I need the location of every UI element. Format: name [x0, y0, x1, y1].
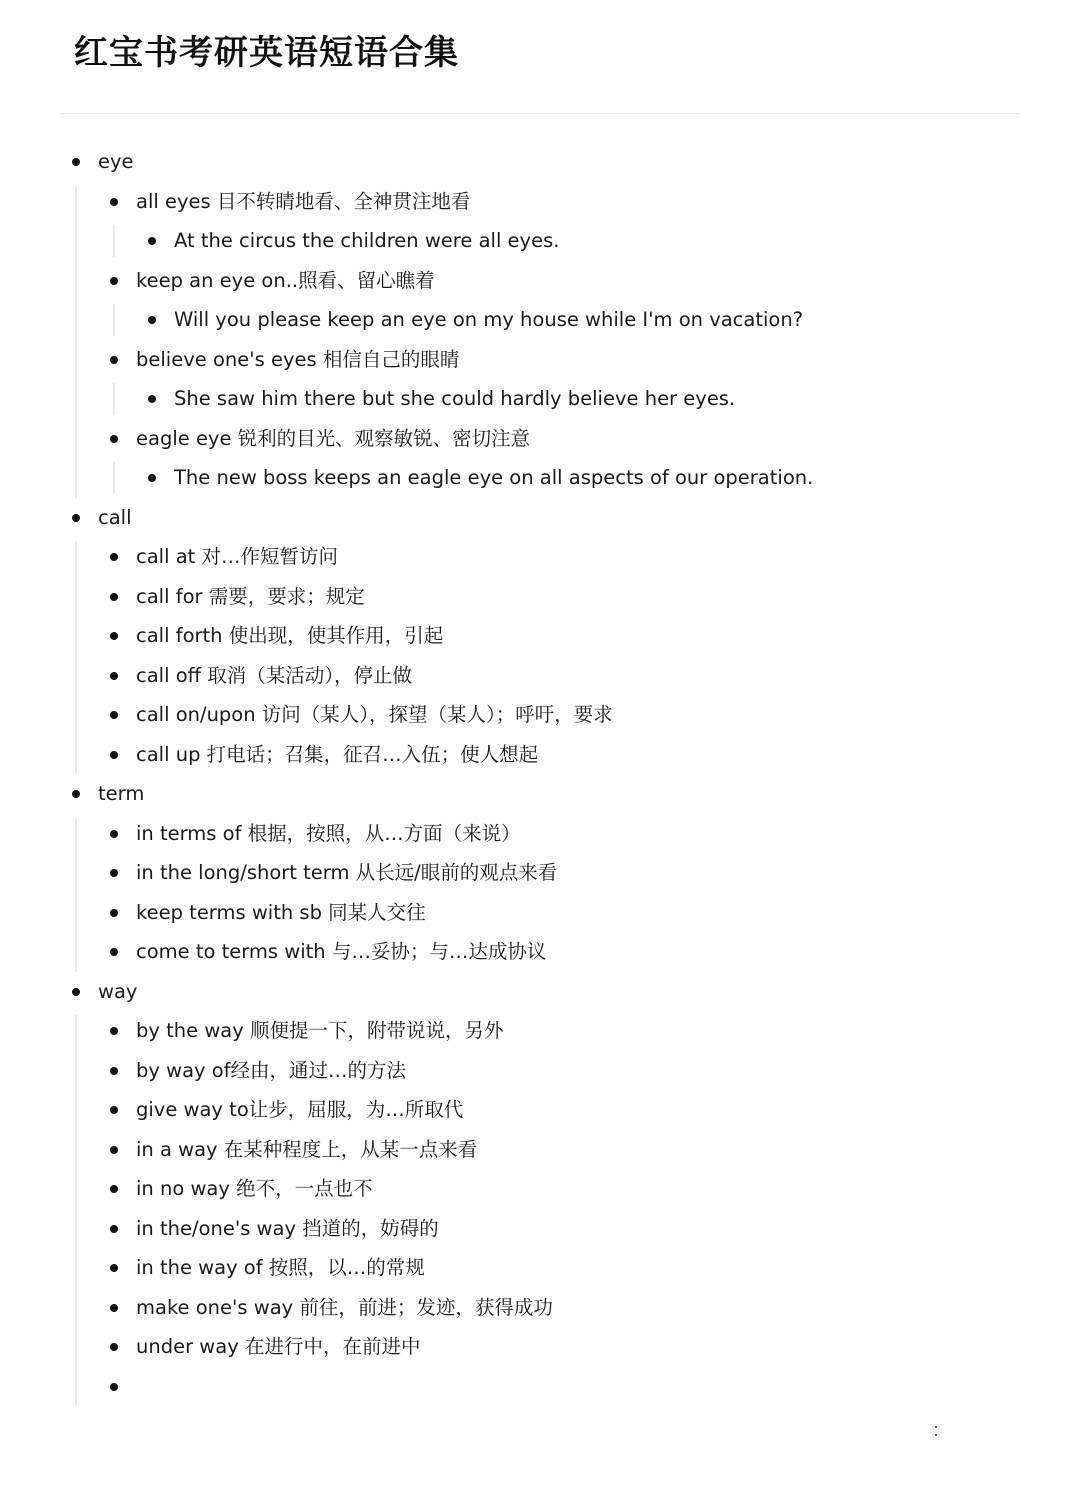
section-word: eye: [98, 150, 134, 173]
example-text: The new boss keeps an eagle eye on all aspects of our operation.: [174, 466, 814, 489]
page-title: 红宝书考研英语短语合集: [74, 33, 459, 73]
example-list: [0, 221, 1080, 261]
bullet-icon: [72, 158, 80, 166]
title-divider: [60, 113, 1020, 114]
phrase-text: call on/upon 访问（某人），探望（某人）；呼吁，要求: [136, 703, 613, 726]
bullet-icon: [148, 474, 156, 482]
example-item: [0, 379, 1080, 419]
bullet-icon: [110, 593, 118, 601]
section-item-way: [0, 972, 1080, 1407]
bullet-icon: [110, 948, 118, 956]
bullet-icon: [110, 1383, 118, 1391]
section-item-call: [0, 498, 1080, 775]
phrase-outline: [0, 142, 1080, 1406]
phrase-item: [0, 1011, 1080, 1051]
phrase-text: by way of经由，通过…的方法: [136, 1058, 407, 1082]
bullet-icon: [110, 435, 118, 443]
example-list: [0, 458, 1080, 498]
phrase-item: [0, 1090, 1080, 1130]
phrase-text: call for 需要，要求；规定: [136, 584, 365, 608]
phrase-text: make one's way 前往，前进；发迹，获得成功: [136, 1295, 553, 1319]
section-list: [0, 142, 1080, 1406]
bullet-icon: [72, 988, 80, 996]
phrase-text: by the way 顺便提一下，附带说说，另外: [136, 1019, 504, 1042]
phrase-text: call at 对…作短暂访问: [136, 545, 338, 568]
phrase-text: keep terms with sb 同某人交往: [136, 900, 426, 924]
phrase-item: [0, 735, 1080, 775]
phrase-text: call forth 使出现，使其作用，引起: [136, 624, 444, 647]
bullet-icon: [110, 632, 118, 640]
phrase-text: in the way of 按照，以…的常规: [136, 1256, 425, 1279]
phrase-list: [0, 182, 1080, 498]
phrase-item-empty: [0, 1367, 1080, 1407]
ellipsis-icon: [934, 1426, 938, 1438]
bullet-icon: [110, 1304, 118, 1312]
phrase-text: come to terms with 与…妥协；与…达成协议: [136, 940, 547, 963]
phrase-text: in terms of 根据，按照，从…方面（来说）: [136, 821, 521, 845]
bullet-icon: [110, 711, 118, 719]
phrase-item: [0, 1169, 1080, 1209]
phrase-text: keep an eye on..照看、留心瞧着: [136, 268, 435, 292]
section-item-term: [0, 774, 1080, 972]
bullet-icon: [148, 395, 156, 403]
bullet-icon: [72, 514, 80, 522]
bullet-icon: [148, 316, 156, 324]
bullet-icon: [72, 790, 80, 798]
phrase-item: [0, 577, 1080, 617]
bullet-icon: [110, 830, 118, 838]
phrase-list: [0, 814, 1080, 972]
bullet-icon: [110, 1027, 118, 1035]
section-word: way: [98, 979, 138, 1003]
example-item: [0, 300, 1080, 340]
bullet-icon: [110, 1343, 118, 1351]
phrase-item: [0, 932, 1080, 972]
bullet-icon: [110, 751, 118, 759]
section-word: call: [98, 505, 132, 529]
example-item: [0, 458, 1080, 498]
example-item: [0, 221, 1080, 261]
phrase-item: [0, 1248, 1080, 1288]
bullet-icon: [148, 237, 156, 245]
bullet-icon: [110, 869, 118, 877]
phrase-item: [0, 340, 1080, 419]
bullet-icon: [110, 553, 118, 561]
bullet-icon: [110, 1185, 118, 1193]
bullet-icon: [110, 198, 118, 206]
phrase-text: eagle eye 锐利的目光、观察敏锐、密切注意: [136, 426, 531, 450]
phrase-text: in no way 绝不，一点也不: [136, 1177, 373, 1200]
phrase-item: [0, 1327, 1080, 1367]
phrase-text: under way 在进行中，在前进中: [136, 1335, 421, 1358]
bullet-icon: [110, 277, 118, 285]
phrase-list: [0, 1011, 1080, 1406]
phrase-item: [0, 537, 1080, 577]
phrase-text: give way to让步，屈服，为…所取代: [136, 1098, 464, 1121]
example-text: Will you please keep an eye on my house while I'm on vacation?: [174, 308, 804, 331]
bullet-icon: [110, 1264, 118, 1272]
phrase-text: call up 打电话；召集，征召…入伍；使人想起: [136, 742, 539, 766]
example-text: At the circus the children were all eyes.: [174, 229, 560, 252]
bullet-icon: [110, 1225, 118, 1233]
phrase-item: [0, 419, 1080, 498]
phrase-item: [0, 1051, 1080, 1091]
bullet-icon: [110, 1067, 118, 1075]
bullet-icon: [110, 1106, 118, 1114]
example-text: She saw him there but she could hardly believe her eyes.: [174, 387, 736, 410]
bullet-icon: [110, 909, 118, 917]
phrase-item: [0, 616, 1080, 656]
phrase-item: [0, 853, 1080, 893]
example-list: [0, 379, 1080, 419]
phrase-item: [0, 182, 1080, 261]
phrase-item: [0, 1288, 1080, 1328]
phrase-item: [0, 1130, 1080, 1170]
phrase-text: in the/one's way 挡道的，妨碍的: [136, 1216, 439, 1240]
phrase-list: [0, 537, 1080, 774]
phrase-text: in the long/short term 从长远/眼前的观点来看: [136, 861, 558, 884]
section-item-eye: [0, 142, 1080, 498]
bullet-icon: [110, 356, 118, 364]
section-word: term: [98, 782, 145, 805]
phrase-item: [0, 695, 1080, 735]
phrase-text: call off 取消（某活动），停止做: [136, 663, 413, 687]
bullet-icon: [110, 672, 118, 680]
phrase-text: all eyes 目不转睛地看、全神贯注地看: [136, 189, 471, 213]
phrase-item: [0, 261, 1080, 340]
bullet-icon: [110, 1146, 118, 1154]
example-list: [0, 300, 1080, 340]
phrase-item: [0, 656, 1080, 696]
phrase-text: in a way 在某种程度上，从某一点来看: [136, 1137, 478, 1161]
phrase-text: believe one's eyes 相信自己的眼睛: [136, 347, 460, 371]
phrase-item: [0, 893, 1080, 933]
phrase-item: [0, 814, 1080, 854]
phrase-item: [0, 1209, 1080, 1249]
